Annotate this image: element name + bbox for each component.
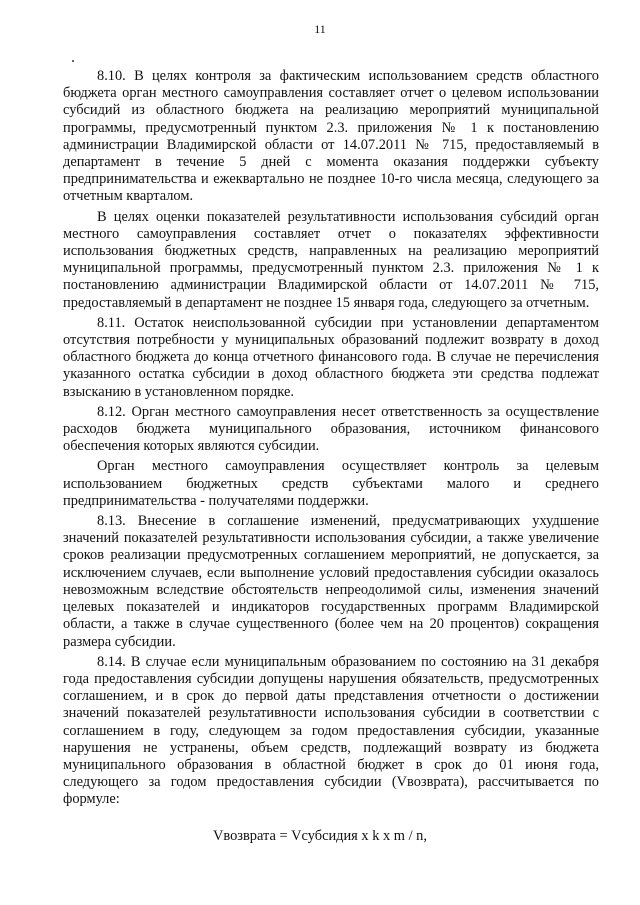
paragraph-8-13: 8.13. Внесение в соглашение изменений, предусматривающих ухудшение значений показателей результативности использования субсидии, а также увеличение сроков реализации предусмотренных соглашением мероприятий, не допускается, за исключением случаев, если выполнение условий предоставления субсидии оказалось невозможным вследствие обстоятельств непреодолимой силы, изменения значений целевых показателей и индикаторов государственных программ Владимирской области, а также в случае существенного (более чем на 20 процентов) сокращения размера субсидии. xyxy=(63,513,599,650)
refund-formula: Vвозврата = Vсубсидия x k x m / n, xyxy=(213,828,427,844)
paragraph-8-10-reporting: В целях оценки показателей результативности использования субсидий орган местного самоуправления составляет отчет о показателях эффективности использования бюджетных средств, направленных на реализацию мероприятий муниципальной программы, предусмотренный пунктом 2.3. приложения № 1 к постановлению администрации Владимирской области от 14.07.2011 № 715, предоставляемый в департамент не позднее 15 января года, следующего за отчетным. xyxy=(63,208,599,311)
document-body xyxy=(63,68,599,812)
scan-speck xyxy=(72,60,74,62)
paragraph-8-10: 8.10. В целях контроля за фактическим использованием средств областного бюджета орган местного самоуправления составляет отчет о целевом использовании субсидий из областного бюджета на реализацию мероприятий муниципальной программы, предусмотренный пунктом 2.3. приложения № 1 к постановлению администрации Владимирской области от 14.07.2011 № 715, предоставляемый в департамент в течение 5 дней с момента оказания поддержки субъекту предпринимательства и ежеквартально не позднее 10-го числа месяца, следующего за отчетным кварталом. xyxy=(63,68,599,205)
paragraph-8-12: 8.12. Орган местного самоуправления несет ответственность за осуществление расходов бюджета муниципального образования, источником финансового обеспечения которых являются субсидии. xyxy=(63,403,599,455)
paragraph-8-11: 8.11. Остаток неиспользованной субсидии при установлении департаментом отсутствия потребности у муниципальных образований подлежит возврату в доход областного бюджета до конца отчетного финансового года. В случае не перечисления указанного остатка субсидии в доход областного бюджета эти средства подлежат взысканию в установленном порядке. xyxy=(63,314,599,400)
page-number: 11 xyxy=(314,22,326,36)
paragraph-8-14: 8.14. В случае если муниципальным образованием по состоянию на 31 декабря года предоставления субсидии допущены нарушения обязательств, предусмотренных соглашением, и в срок до первой даты представления отчетности о достижении значений показателей результативности использования субсидии в соответствии с соглашением в году, следующем за годом предоставления субсидии, указанные нарушения не устранены, объем средств, подлежащий возврату из бюджета муниципального образования в областной бюджет в срок до 01 июня года, следующего за годом предоставления субсидии (Vвозврата), рассчитывается по формуле: xyxy=(63,653,599,808)
paragraph-8-12-control: Орган местного самоуправления осуществляет контроль за целевым использованием бюджетных средств субъектами малого и среднего предпринимательства - получателями поддержки. xyxy=(63,458,599,509)
